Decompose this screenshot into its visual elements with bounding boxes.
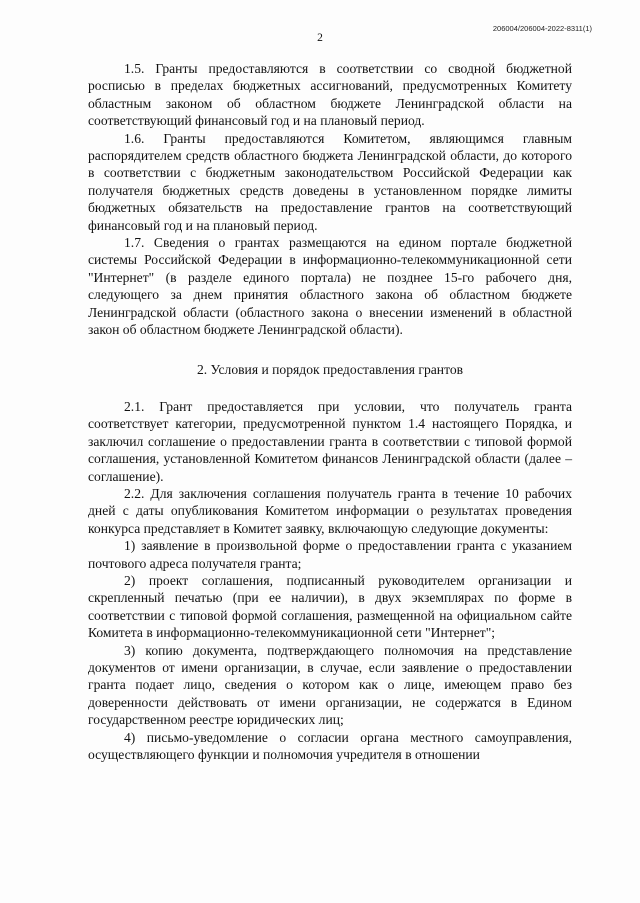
document-id: 206004/206004-2022-8311(1) <box>492 24 592 33</box>
paragraph-1-5: 1.5. Гранты предоставляются в соответствии со сводной бюджетной росписью в пределах бюджетных ассигнований, предусмотренных Комитету областным законом об областном бюджете Ленинградской области на соответствующий финансовый год и на плановый период. <box>88 61 572 129</box>
list-item-4: 4) письмо-уведомление о согласии органа местного самоуправления, осуществляющего функции и полномочия учредителя в отношении <box>88 729 572 763</box>
section-title: 2. Условия и порядок предоставления грантов <box>196 361 464 377</box>
page-number: 2 <box>317 32 323 44</box>
paragraph-1-6: 1.6. Гранты предоставляются Комитетом, являющимся главным распорядителем средств областного бюджета Ленинградской области, до которого в соответствии с бюджетным законодательством Российской Федерации как получателя бюджетных средств доведены в установленном порядке лимиты бюджетных обязательств на предоставление грантов на соответствующий финансовый год и на плановый период. <box>88 130 572 233</box>
list-item-1: 1) заявление в произвольной форме о предоставлении гранта с указанием почтового адреса получателя гранта; <box>88 538 572 571</box>
paragraph-2-1: 2.1. Грант предоставляется при условии, что получатель гранта соответствует категории, предусмотренной пунктом 1.4 настоящего Порядка, и заключил соглашение о предоставлении гранта в соответствии с типовой формой соглашения, установленной Комитетом финансов Ленинградской области (далее – соглашение). <box>88 398 572 484</box>
document-body <box>88 60 572 763</box>
list-item-2: 2) проект соглашения, подписанный руководителем организации и скрепленный печатью (при ее наличии), в двух экземплярах по форме в соответствии с типовой формой соглашения, размещенной на официальном сайте Комитета в информационно-телекоммуникационной сети "Интернет"; <box>88 572 572 641</box>
paragraph-1-7: 1.7. Сведения о грантах размещаются на едином портале бюджетной системы Российской Федерации в информационно-телекоммуникационной сети "Интернет" (в разделе единого портала) не позднее 15-го рабочего дня, следующего за днем принятия областного закона об областном бюджете Ленинградской области (областного закона о внесении изменений в областной закон об областном бюджете Ленинградской области). <box>88 235 572 338</box>
paragraph-2-2: 2.2. Для заключения соглашения получатель гранта в течение 10 рабочих дней с даты опубликования Комитетом информации о результатах проведения конкурса представляет в Комитет заявку, включающую следующие документы: <box>88 485 572 536</box>
list-item-3: 3) копию документа, подтверждающего полномочия на представление документов от имени организации, в случае, если заявление о предоставлении гранта подает лицо, сведения о котором как о лице, имеющем право без доверенности действовать от имени организации, не содержатся в Едином государственном реестре юридических лиц; <box>88 642 572 728</box>
